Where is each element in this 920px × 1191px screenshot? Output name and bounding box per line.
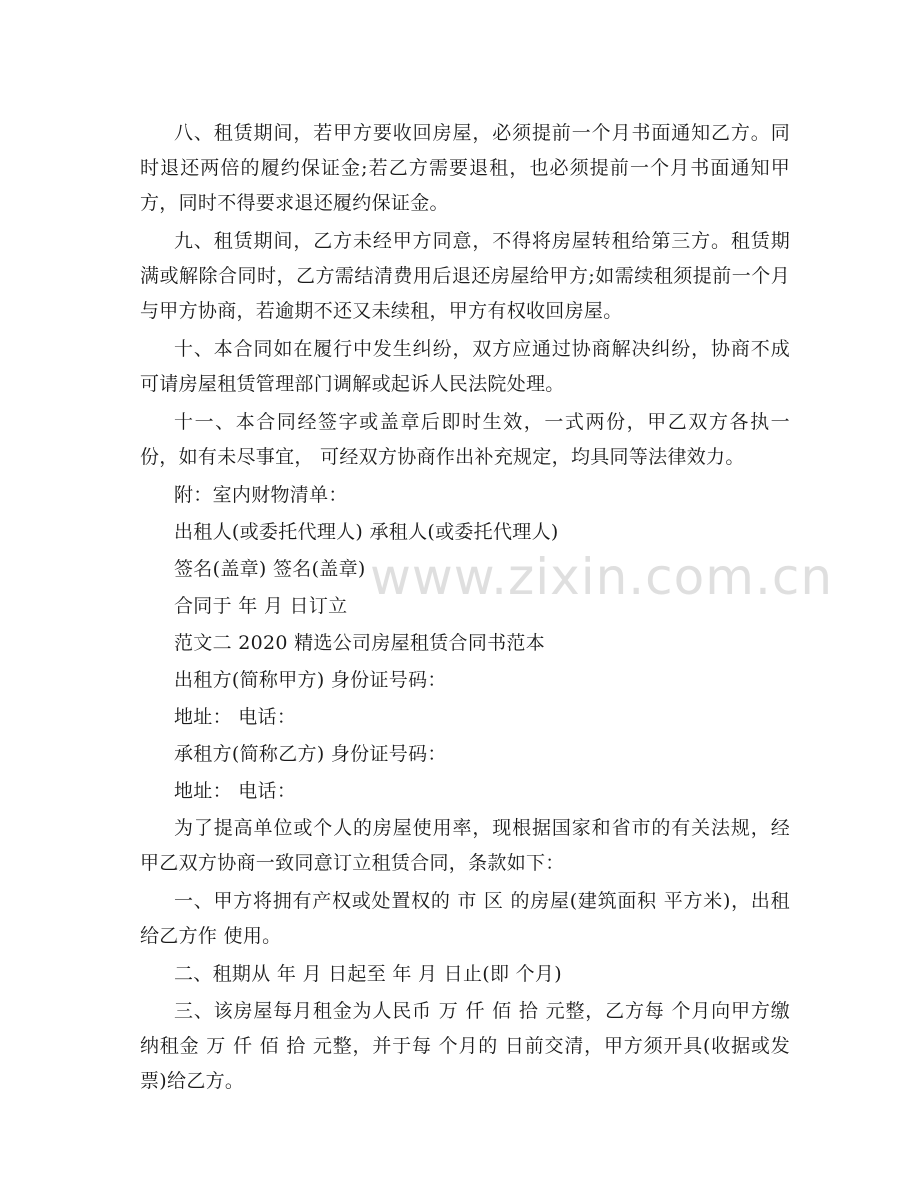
document-body <box>140 116 790 1102</box>
clause-3: 三、该房屋每月租金为人民币 万 仟 佰 拾 元整，乙方每 个月向甲方缴纳租金 万 仟 佰 拾 元整，并于每 个月的 日前交清，甲方须开具(收据或发票)给乙方。 <box>140 1000 790 1092</box>
signature-line: 签名(盖章) 签名(盖章) <box>174 558 366 580</box>
lessor-line: 出租方(简称甲方) 身份证号码： <box>174 669 447 691</box>
lessee-address-line: 地址： 电话： <box>174 780 297 802</box>
lessee-line: 承租方(简称乙方) 身份证号码： <box>174 743 447 765</box>
clause-8: 八、租赁期间，若甲方要收回房屋，必须提前一个月书面通知乙方。同时退还两倍的履约保证金;若乙方需要退租，也必须提前一个月书面通知甲方，同时不得要求退还履约保证金。 <box>140 122 790 214</box>
clause-2: 二、租期从 年 月 日起至 年 月 日止(即 个月) <box>174 963 562 985</box>
clause-11: 十一、本合同经签字或盖章后即时生效，一式两份，甲乙双方各执一份，如有未尽事宜， 可经双方协商作出补充规定，均具同等法律效力。 <box>140 411 790 468</box>
watermark: www.zixin.com.cn <box>370 548 834 606</box>
clause-10: 十、本合同如在履行中发生纠纷，双方应通过协商解决纠纷，协商不成可请房屋租赁管理部门调解或起诉人民法院处理。 <box>140 338 790 395</box>
preamble: 为了提高单位或个人的房屋使用率，现根据国家和省市的有关法规，经甲乙双方协商一致同意订立租赁合同，条款如下： <box>140 817 790 874</box>
section-heading: 范文二 2020 精选公司房屋租赁合同书范本 <box>174 632 546 654</box>
contract-date-line: 合同于 年 月 日订立 <box>174 595 348 617</box>
lessor-address-line: 地址： 电话： <box>174 706 297 728</box>
signatory-line: 出租人(或委托代理人) 承租人(或委托代理人) <box>174 521 559 543</box>
clause-1: 一、甲方将拥有产权或处置权的 市 区 的房屋(建筑面积 平方米)，出租给乙方作 使用。 <box>140 890 790 947</box>
attachment-line: 附：室内财物清单： <box>174 484 348 506</box>
clause-9: 九、租赁期间，乙方未经甲方同意，不得将房屋转租给第三方。租赁期满或解除合同时，乙方需结清费用后退还房屋给甲方;如需续租须提前一个月与甲方协商，若逾期不还又未续租，甲方有权收回房屋。 <box>140 230 790 322</box>
